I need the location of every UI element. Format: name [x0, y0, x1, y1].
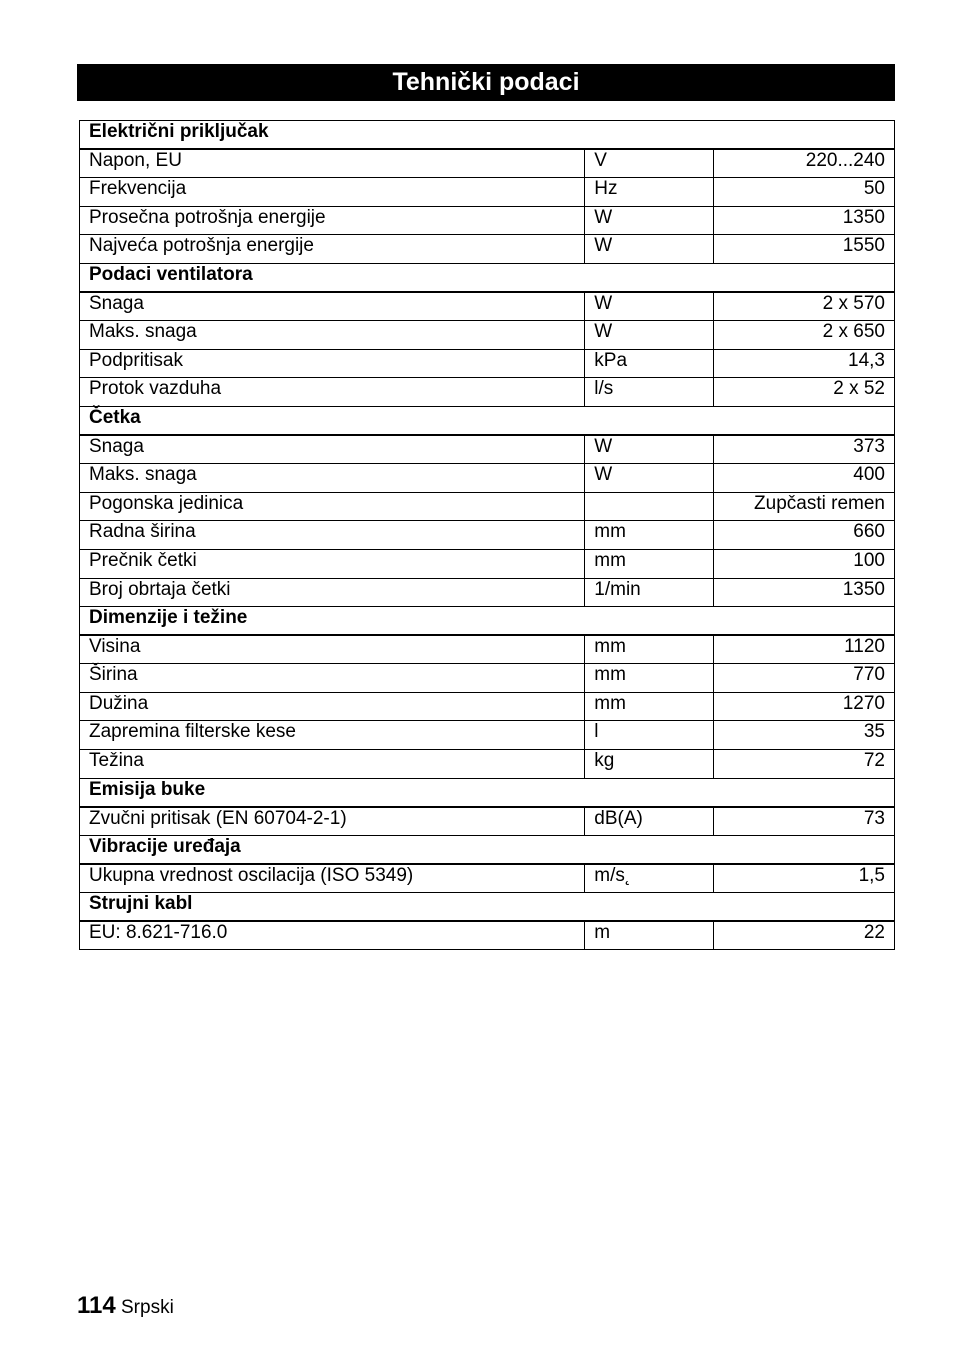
spec-unit: W [585, 235, 714, 264]
spec-unit: l [585, 721, 714, 750]
page-title: Tehnički podaci [77, 64, 895, 101]
spec-value: 1,5 [714, 864, 895, 893]
spec-name: EU: 8.621-716.0 [80, 921, 585, 950]
spec-name: Podpritisak [80, 349, 585, 378]
section-heading: Vibracije uređaja [80, 835, 895, 864]
spec-value: 2 x 570 [714, 292, 895, 321]
section-heading-row [80, 893, 895, 922]
page-number: 114 [77, 1292, 116, 1319]
spec-value: 1350 [714, 578, 895, 607]
table-row [80, 635, 895, 664]
spec-unit: W [585, 321, 714, 350]
spec-name: Ukupna vrednost oscilacija (ISO 5349) [80, 864, 585, 893]
spec-name: Radna širina [80, 521, 585, 550]
table-row [80, 206, 895, 235]
table-row [80, 521, 895, 550]
spec-name: Zapremina filterske kese [80, 721, 585, 750]
spec-value: 22 [714, 921, 895, 950]
spec-unit: W [585, 292, 714, 321]
section-heading-row [80, 778, 895, 807]
spec-value: 400 [714, 464, 895, 493]
spec-unit: mm [585, 521, 714, 550]
spec-value: 1550 [714, 235, 895, 264]
spec-value: 770 [714, 664, 895, 693]
spec-unit: mm [585, 549, 714, 578]
spec-name: Visina [80, 635, 585, 664]
table-row [80, 692, 895, 721]
table-row [80, 235, 895, 264]
spec-unit [585, 492, 714, 521]
spec-value: 2 x 650 [714, 321, 895, 350]
spec-name: Dužina [80, 692, 585, 721]
table-row [80, 349, 895, 378]
spec-name: Broj obrtaja četki [80, 578, 585, 607]
spec-value: 35 [714, 721, 895, 750]
section-heading: Električni priključak [80, 121, 895, 150]
section-heading-row [80, 835, 895, 864]
spec-value: 220...240 [714, 149, 895, 178]
spec-unit: m/s˛ [585, 864, 714, 893]
spec-value: 72 [714, 750, 895, 779]
section-heading: Strujni kabl [80, 893, 895, 922]
table-row [80, 721, 895, 750]
spec-name: Prečnik četki [80, 549, 585, 578]
section-heading: Emisija buke [80, 778, 895, 807]
spec-unit: Hz [585, 178, 714, 207]
table-row [80, 378, 895, 407]
table-row [80, 864, 895, 893]
spec-unit: kPa [585, 349, 714, 378]
spec-value: 373 [714, 435, 895, 464]
section-heading-row [80, 263, 895, 292]
spec-value: 660 [714, 521, 895, 550]
spec-name: Zvučni pritisak (EN 60704-2-1) [80, 807, 585, 836]
spec-name: Frekvencija [80, 178, 585, 207]
page-footer [77, 1292, 174, 1320]
section-heading: Četka [80, 406, 895, 435]
spec-unit: V [585, 149, 714, 178]
spec-value: 2 x 52 [714, 378, 895, 407]
spec-name: Snaga [80, 292, 585, 321]
spec-value: 1270 [714, 692, 895, 721]
spec-unit: mm [585, 635, 714, 664]
table-row [80, 464, 895, 493]
spec-name: Maks. snaga [80, 464, 585, 493]
table-row [80, 549, 895, 578]
table-row [80, 750, 895, 779]
section-heading-row [80, 121, 895, 150]
table-row [80, 321, 895, 350]
spec-value: 73 [714, 807, 895, 836]
spec-value: 14,3 [714, 349, 895, 378]
spec-name: Prosečna potrošnja energije [80, 206, 585, 235]
spec-value: 1350 [714, 206, 895, 235]
section-heading-row [80, 406, 895, 435]
spec-unit: 1/min [585, 578, 714, 607]
table-row [80, 807, 895, 836]
spec-unit: W [585, 435, 714, 464]
table-row [80, 664, 895, 693]
spec-value: Zupčasti remen [714, 492, 895, 521]
table-row [80, 178, 895, 207]
table-row [80, 492, 895, 521]
spec-unit: kg [585, 750, 714, 779]
spec-name: Pogonska jedinica [80, 492, 585, 521]
spec-unit: mm [585, 664, 714, 693]
spec-value: 50 [714, 178, 895, 207]
table-row [80, 921, 895, 950]
spec-unit: dB(A) [585, 807, 714, 836]
spec-name: Širina [80, 664, 585, 693]
spec-table-body [80, 121, 895, 950]
section-heading-row [80, 607, 895, 636]
table-row [80, 435, 895, 464]
spec-unit: mm [585, 692, 714, 721]
spec-table [79, 120, 895, 950]
table-row [80, 292, 895, 321]
spec-unit: W [585, 206, 714, 235]
spec-name: Najveća potrošnja energije [80, 235, 585, 264]
spec-name: Snaga [80, 435, 585, 464]
footer-language: Srpski [121, 1297, 174, 1318]
spec-unit: m [585, 921, 714, 950]
section-heading: Podaci ventilatora [80, 263, 895, 292]
table-row [80, 149, 895, 178]
spec-name: Maks. snaga [80, 321, 585, 350]
spec-unit: W [585, 464, 714, 493]
spec-value: 1120 [714, 635, 895, 664]
spec-unit: l/s [585, 378, 714, 407]
spec-name: Protok vazduha [80, 378, 585, 407]
spec-value: 100 [714, 549, 895, 578]
spec-name: Napon, EU [80, 149, 585, 178]
section-heading: Dimenzije i težine [80, 607, 895, 636]
spec-name: Težina [80, 750, 585, 779]
table-row [80, 578, 895, 607]
